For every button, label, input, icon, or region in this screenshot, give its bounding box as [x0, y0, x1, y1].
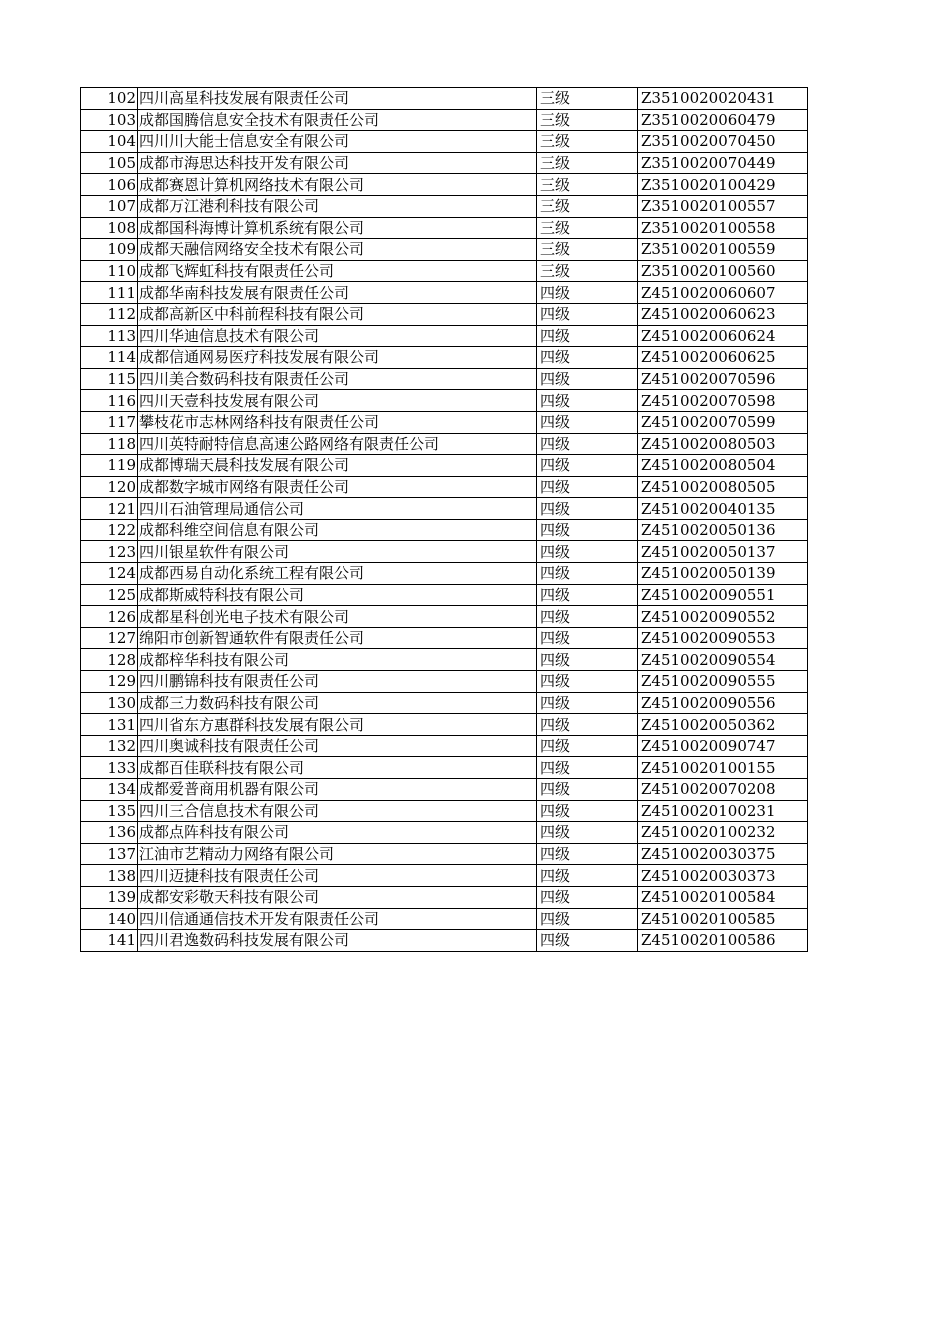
qualification-level-cell: 四级 — [537, 757, 638, 779]
certificate-code-cell: Z4510020080503 — [638, 433, 808, 455]
company-name-cell: 四川奥诚科技有限责任公司 — [138, 735, 537, 757]
row-number-cell: 132 — [81, 735, 138, 757]
certificate-code-cell: Z4510020100232 — [638, 822, 808, 844]
qualification-level-cell: 四级 — [537, 541, 638, 563]
qualification-level-cell: 四级 — [537, 865, 638, 887]
qualification-level-cell: 四级 — [537, 649, 638, 671]
qualification-level-cell: 三级 — [537, 131, 638, 153]
row-number-cell: 108 — [81, 217, 138, 239]
row-number-cell: 113 — [81, 325, 138, 347]
table-row — [81, 584, 808, 606]
certificate-code-cell: Z4510020080505 — [638, 476, 808, 498]
certificate-code-cell: Z3510020100429 — [638, 174, 808, 196]
table-row — [81, 714, 808, 736]
company-name-cell: 成都斯威特科技有限公司 — [138, 584, 537, 606]
table-row — [81, 757, 808, 779]
company-name-cell: 四川美合数码科技有限责任公司 — [138, 368, 537, 390]
table-row — [81, 411, 808, 433]
qualification-level-cell: 四级 — [537, 498, 638, 520]
company-name-cell: 成都爱普商用机器有限公司 — [138, 779, 537, 801]
company-name-cell: 成都天融信网络安全技术有限公司 — [138, 239, 537, 261]
row-number-cell: 129 — [81, 671, 138, 693]
certificate-code-cell: Z4510020100584 — [638, 886, 808, 908]
table-row — [81, 195, 808, 217]
row-number-cell: 102 — [81, 88, 138, 110]
qualification-level-cell: 四级 — [537, 886, 638, 908]
table-row — [81, 455, 808, 477]
company-name-cell: 成都高新区中科前程科技有限公司 — [138, 303, 537, 325]
row-number-cell: 103 — [81, 109, 138, 131]
row-number-cell: 116 — [81, 390, 138, 412]
row-number-cell: 115 — [81, 368, 138, 390]
qualification-level-cell: 四级 — [537, 908, 638, 930]
company-name-cell: 成都国科海博计算机系统有限公司 — [138, 217, 537, 239]
row-number-cell: 128 — [81, 649, 138, 671]
company-name-cell: 四川高星科技发展有限责任公司 — [138, 88, 537, 110]
certificate-code-cell: Z3510020020431 — [638, 88, 808, 110]
certificate-code-cell: Z4510020050362 — [638, 714, 808, 736]
qualification-level-cell: 四级 — [537, 800, 638, 822]
company-name-cell: 四川三合信息技术有限公司 — [138, 800, 537, 822]
row-number-cell: 111 — [81, 282, 138, 304]
certificate-code-cell: Z4510020090552 — [638, 606, 808, 628]
row-number-cell: 121 — [81, 498, 138, 520]
qualification-level-cell: 四级 — [537, 303, 638, 325]
certificate-code-cell: Z4510020030375 — [638, 843, 808, 865]
certificate-code-cell: Z4510020060624 — [638, 325, 808, 347]
row-number-cell: 139 — [81, 886, 138, 908]
company-name-cell: 四川信通通信技术开发有限责任公司 — [138, 908, 537, 930]
table-row — [81, 368, 808, 390]
certificate-code-cell: Z4510020060625 — [638, 347, 808, 369]
company-name-cell: 成都国腾信息安全技术有限责任公司 — [138, 109, 537, 131]
certificate-code-cell: Z3510020060479 — [638, 109, 808, 131]
company-name-cell: 四川天壹科技发展有限公司 — [138, 390, 537, 412]
table-row — [81, 174, 808, 196]
row-number-cell: 141 — [81, 930, 138, 952]
certificate-code-cell: Z3510020070450 — [638, 131, 808, 153]
certificate-code-cell: Z4510020070596 — [638, 368, 808, 390]
certificate-code-cell: Z3510020100560 — [638, 260, 808, 282]
table-row — [81, 152, 808, 174]
table-row — [81, 865, 808, 887]
qualification-level-cell: 三级 — [537, 88, 638, 110]
qualification-level-cell: 四级 — [537, 455, 638, 477]
certificate-code-cell: Z4510020100585 — [638, 908, 808, 930]
row-number-cell: 123 — [81, 541, 138, 563]
certificate-code-cell: Z4510020050137 — [638, 541, 808, 563]
table-row — [81, 606, 808, 628]
certificate-code-cell: Z4510020100231 — [638, 800, 808, 822]
certificate-code-cell: Z4510020030373 — [638, 865, 808, 887]
company-name-cell: 成都万江港利科技有限公司 — [138, 195, 537, 217]
company-name-cell: 江油市艺精动力网络有限公司 — [138, 843, 537, 865]
table-row — [81, 239, 808, 261]
table-row — [81, 627, 808, 649]
row-number-cell: 119 — [81, 455, 138, 477]
row-number-cell: 107 — [81, 195, 138, 217]
qualification-level-cell: 四级 — [537, 671, 638, 693]
table-row — [81, 476, 808, 498]
company-name-cell: 成都信通网易医疗科技发展有限公司 — [138, 347, 537, 369]
row-number-cell: 109 — [81, 239, 138, 261]
company-name-cell: 成都百佳联科技有限公司 — [138, 757, 537, 779]
qualification-level-cell: 四级 — [537, 347, 638, 369]
certificate-code-cell: Z4510020070208 — [638, 779, 808, 801]
row-number-cell: 130 — [81, 692, 138, 714]
row-number-cell: 117 — [81, 411, 138, 433]
row-number-cell: 131 — [81, 714, 138, 736]
company-name-cell: 四川君逸数码科技发展有限公司 — [138, 930, 537, 952]
table-row — [81, 390, 808, 412]
row-number-cell: 124 — [81, 563, 138, 585]
row-number-cell: 114 — [81, 347, 138, 369]
company-name-cell: 成都市海思达科技开发有限公司 — [138, 152, 537, 174]
certificate-code-cell: Z4510020090553 — [638, 627, 808, 649]
certificate-code-cell: Z4510020080504 — [638, 455, 808, 477]
table-row — [81, 930, 808, 952]
company-name-cell: 绵阳市创新智通软件有限责任公司 — [138, 627, 537, 649]
company-name-cell: 成都飞辉虹科技有限责任公司 — [138, 260, 537, 282]
row-number-cell: 134 — [81, 779, 138, 801]
qualification-level-cell: 三级 — [537, 260, 638, 282]
table-row — [81, 88, 808, 110]
certificate-code-cell: Z4510020090556 — [638, 692, 808, 714]
certificate-code-cell: Z4510020060607 — [638, 282, 808, 304]
row-number-cell: 140 — [81, 908, 138, 930]
certificate-code-cell: Z4510020060623 — [638, 303, 808, 325]
certificate-code-cell: Z4510020050136 — [638, 519, 808, 541]
qualification-level-cell: 三级 — [537, 239, 638, 261]
company-name-cell: 四川省东方惠群科技发展有限公司 — [138, 714, 537, 736]
company-name-cell: 成都华南科技发展有限责任公司 — [138, 282, 537, 304]
company-name-cell: 成都西易自动化系统工程有限公司 — [138, 563, 537, 585]
qualification-level-cell: 四级 — [537, 606, 638, 628]
table-row — [81, 779, 808, 801]
qualification-level-cell: 三级 — [537, 217, 638, 239]
certificate-code-cell: Z3510020100559 — [638, 239, 808, 261]
row-number-cell: 125 — [81, 584, 138, 606]
certificate-code-cell: Z3510020100557 — [638, 195, 808, 217]
certificate-code-cell: Z4510020090551 — [638, 584, 808, 606]
table-row — [81, 692, 808, 714]
table-row — [81, 303, 808, 325]
certificate-code-cell: Z3510020100558 — [638, 217, 808, 239]
row-number-cell: 120 — [81, 476, 138, 498]
qualification-level-cell: 四级 — [537, 627, 638, 649]
qualification-level-cell: 四级 — [537, 714, 638, 736]
table-row — [81, 800, 808, 822]
company-name-cell: 成都数字城市网络有限责任公司 — [138, 476, 537, 498]
table-row — [81, 541, 808, 563]
company-name-cell: 成都星科创光电子技术有限公司 — [138, 606, 537, 628]
qualification-level-cell: 三级 — [537, 174, 638, 196]
company-name-cell: 成都博瑞天晨科技发展有限公司 — [138, 455, 537, 477]
qualification-level-cell: 四级 — [537, 930, 638, 952]
certificate-code-cell: Z4510020090554 — [638, 649, 808, 671]
certificate-code-cell: Z4510020100155 — [638, 757, 808, 779]
table-row — [81, 822, 808, 844]
company-name-cell: 成都三力数码科技有限公司 — [138, 692, 537, 714]
row-number-cell: 135 — [81, 800, 138, 822]
qualification-level-cell: 四级 — [537, 584, 638, 606]
company-name-cell: 成都点阵科技有限公司 — [138, 822, 537, 844]
row-number-cell: 105 — [81, 152, 138, 174]
company-name-cell: 攀枝花市志林网络科技有限责任公司 — [138, 411, 537, 433]
company-name-cell: 四川迈捷科技有限责任公司 — [138, 865, 537, 887]
certificate-code-cell: Z4510020090747 — [638, 735, 808, 757]
certificate-code-cell: Z4510020100586 — [638, 930, 808, 952]
qualification-level-cell: 四级 — [537, 282, 638, 304]
table-row — [81, 325, 808, 347]
row-number-cell: 137 — [81, 843, 138, 865]
row-number-cell: 133 — [81, 757, 138, 779]
row-number-cell: 104 — [81, 131, 138, 153]
table-row — [81, 671, 808, 693]
table-body — [81, 88, 808, 952]
qualification-level-cell: 四级 — [537, 563, 638, 585]
qualification-level-cell: 三级 — [537, 195, 638, 217]
certificate-code-cell: Z3510020070449 — [638, 152, 808, 174]
row-number-cell: 138 — [81, 865, 138, 887]
qualification-level-cell: 四级 — [537, 735, 638, 757]
certificate-code-cell: Z4510020040135 — [638, 498, 808, 520]
certificate-code-cell: Z4510020070599 — [638, 411, 808, 433]
qualification-level-cell: 四级 — [537, 692, 638, 714]
table-row — [81, 498, 808, 520]
qualification-level-cell: 四级 — [537, 476, 638, 498]
row-number-cell: 112 — [81, 303, 138, 325]
company-name-cell: 成都科维空间信息有限公司 — [138, 519, 537, 541]
table-row — [81, 347, 808, 369]
company-table — [80, 87, 808, 952]
qualification-level-cell: 四级 — [537, 368, 638, 390]
table-row — [81, 109, 808, 131]
row-number-cell: 106 — [81, 174, 138, 196]
company-name-cell: 四川银星软件有限公司 — [138, 541, 537, 563]
table-row — [81, 519, 808, 541]
certificate-code-cell: Z4510020090555 — [638, 671, 808, 693]
certificate-code-cell: Z4510020070598 — [638, 390, 808, 412]
table-row — [81, 563, 808, 585]
company-name-cell: 四川华迪信息技术有限公司 — [138, 325, 537, 347]
table-row — [81, 908, 808, 930]
table-row — [81, 282, 808, 304]
table-row — [81, 735, 808, 757]
company-name-cell: 四川川大能士信息安全有限公司 — [138, 131, 537, 153]
row-number-cell: 136 — [81, 822, 138, 844]
qualification-level-cell: 四级 — [537, 433, 638, 455]
qualification-level-cell: 三级 — [537, 109, 638, 131]
qualification-level-cell: 四级 — [537, 843, 638, 865]
row-number-cell: 118 — [81, 433, 138, 455]
company-name-cell: 成都安彩敬天科技有限公司 — [138, 886, 537, 908]
certificate-code-cell: Z4510020050139 — [638, 563, 808, 585]
row-number-cell: 126 — [81, 606, 138, 628]
company-name-cell: 四川鹏锦科技有限责任公司 — [138, 671, 537, 693]
qualification-level-cell: 四级 — [537, 779, 638, 801]
company-name-cell: 四川英特耐特信息高速公路网络有限责任公司 — [138, 433, 537, 455]
row-number-cell: 127 — [81, 627, 138, 649]
table-row — [81, 843, 808, 865]
table-row — [81, 649, 808, 671]
qualification-level-cell: 四级 — [537, 411, 638, 433]
company-name-cell: 成都赛恩计算机网络技术有限公司 — [138, 174, 537, 196]
table-row — [81, 131, 808, 153]
table-row — [81, 260, 808, 282]
row-number-cell: 110 — [81, 260, 138, 282]
qualification-level-cell: 四级 — [537, 519, 638, 541]
table-row — [81, 217, 808, 239]
qualification-level-cell: 三级 — [537, 152, 638, 174]
table-row — [81, 886, 808, 908]
qualification-level-cell: 四级 — [537, 325, 638, 347]
company-name-cell: 四川石油管理局通信公司 — [138, 498, 537, 520]
qualification-level-cell: 四级 — [537, 822, 638, 844]
table-row — [81, 433, 808, 455]
row-number-cell: 122 — [81, 519, 138, 541]
company-name-cell: 成都梓华科技有限公司 — [138, 649, 537, 671]
qualification-level-cell: 四级 — [537, 390, 638, 412]
